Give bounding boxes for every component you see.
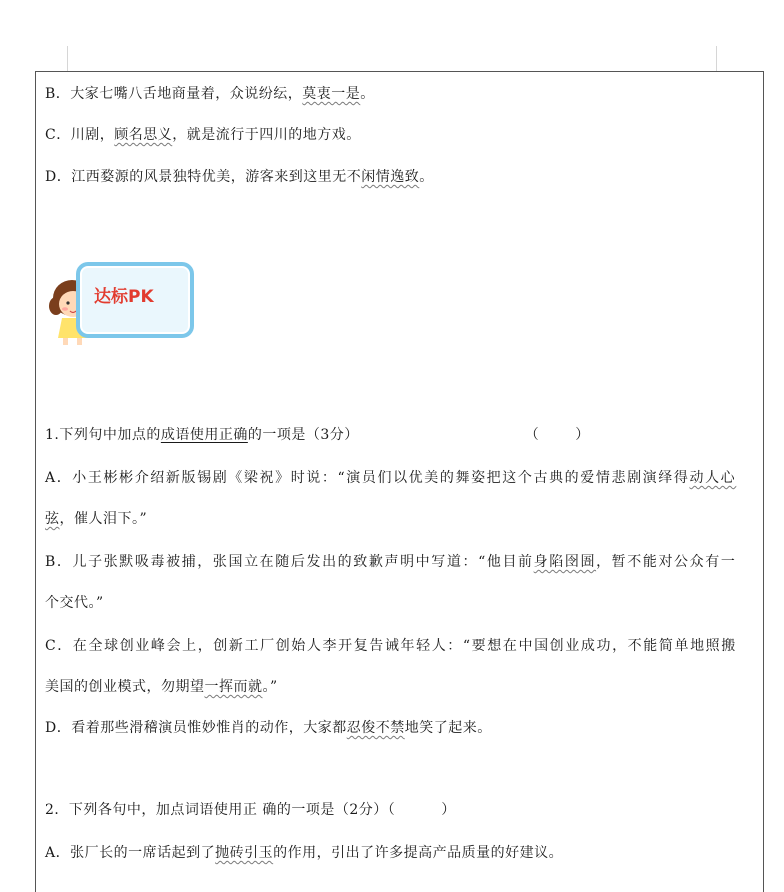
badge-label: 达标PK (94, 287, 154, 307)
idiom-highlight: 弦 (45, 511, 60, 527)
q1-stem: 1.下列句中加点的成语使用正确的一项是（3分） （ ） (45, 427, 590, 443)
option-b-prev: B．大家七嘴八舌地商量着，众说纷纭，莫衷一是。 (45, 86, 375, 102)
option-c-prev: C．川剧，顾名思义，就是流行于四川的地方戏。 (45, 127, 361, 143)
pk-badge (48, 256, 194, 348)
q1-option-c-line1: C．在全球创业峰会上，创新工厂创始人李开复告诫年轻人：“要想在中国创业成功，不能简单地照搬 (45, 638, 737, 654)
q1-option-b-line1: B．儿子张默吸毒被捕，张国立在随后发出的致歉声明中写道：“他目前身陷囹圄，暂不能对公众有一 (45, 554, 737, 570)
idiom-highlight: 抛砖引玉 (215, 845, 274, 861)
idiom-highlight: 忍俊不禁 (346, 720, 405, 736)
q1-option-b-line2: 个交代。” (45, 595, 104, 611)
idiom-highlight: 莫衷一是 (302, 86, 361, 102)
idiom-highlight: 一挥而就 (204, 679, 263, 695)
idiom-highlight: 动人心 (689, 470, 737, 486)
q1-option-c-line2: 美国的创业模式，勿期望一挥而就。” (45, 679, 278, 695)
idiom-highlight: 顾名思义 (114, 127, 173, 143)
q1-option-a-line1: A．小王彬彬介绍新版锡剧《梁祝》时说：“演员们以优美的舞姿把这个古典的爱情悲剧演绎得动人心 (45, 470, 737, 486)
idiom-highlight: 身陷囹圄 (533, 554, 597, 570)
idiom-highlight: 闲情逸致 (361, 169, 420, 185)
stem-emphasis: 成语使用正确 (160, 427, 248, 443)
q2-option-a: A．张厂长的一席话起到了抛砖引玉的作用，引出了许多提高产品质量的好建议。 (45, 845, 564, 861)
page-guide-right (716, 46, 717, 72)
q2-stem: 2．下列各句中，加点词语使用正 确的一项是（2分）（ ） (45, 802, 456, 818)
option-d-prev: D．江西婺源的风景独特优美，游客来到这里无不闲情逸致。 (45, 169, 434, 185)
q1-option-a-line2: 弦，催人泪下。” (45, 511, 148, 527)
page-guide-left (67, 46, 68, 72)
q1-option-d: D．看着那些滑稽演员惟妙惟肖的动作，大家都忍俊不禁地笑了起来。 (45, 720, 492, 736)
